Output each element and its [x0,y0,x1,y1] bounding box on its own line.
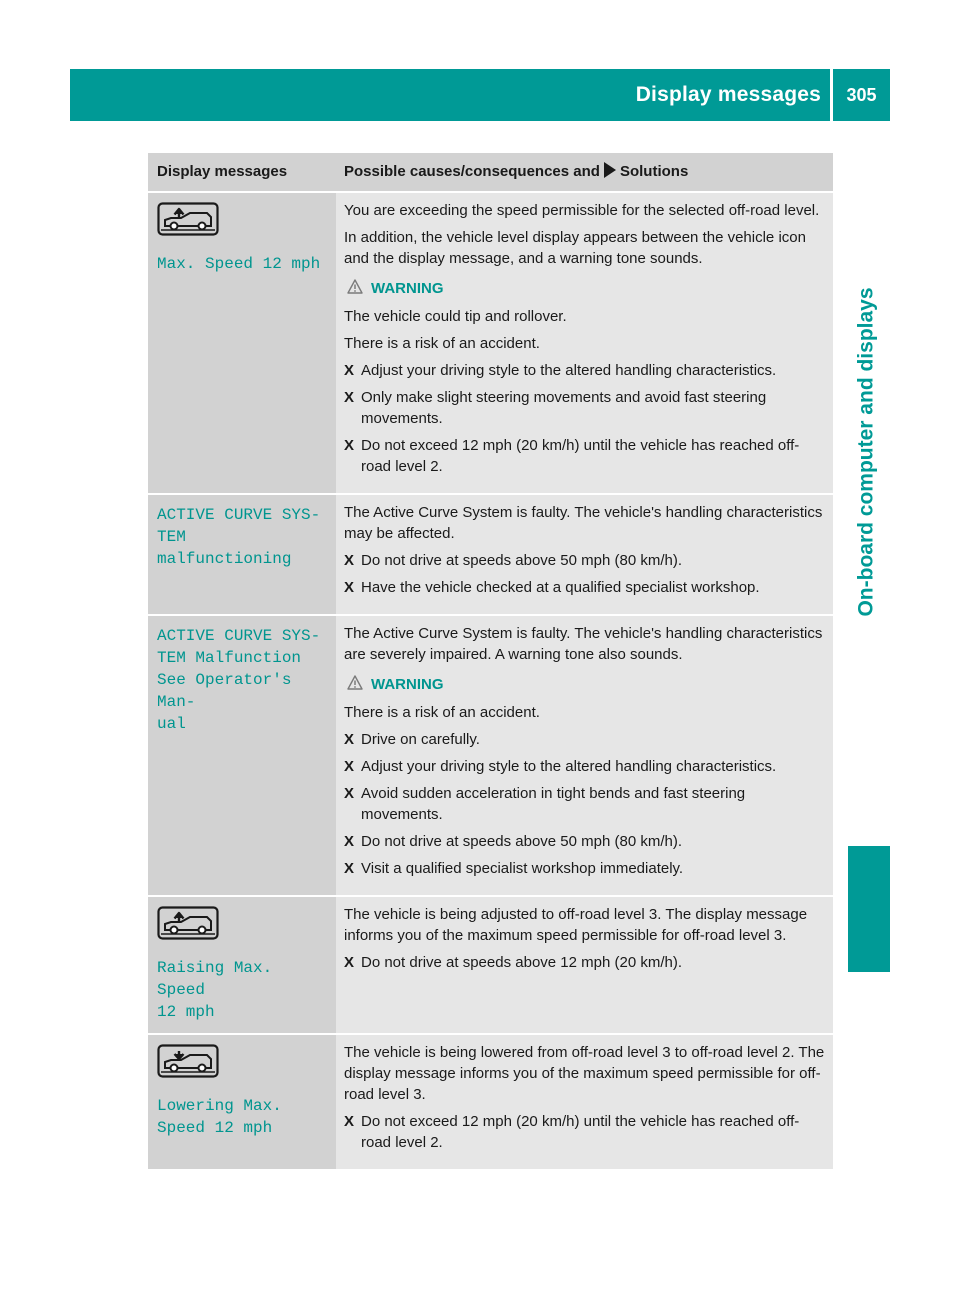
header-causes-text: Possible causes/consequences and [344,163,600,180]
step-text: Adjust your driving style to the altered handling characteristics. [361,362,777,379]
warning-text: The vehicle could tip and rollover. [344,308,567,325]
message-cell [148,193,336,493]
display-messages-table [148,153,833,1171]
step-arrow-icon: X [344,579,355,596]
table-row [148,193,833,495]
play-arrow-icon [604,162,616,178]
cause-text: The vehicle is being lowered from off-road level 3 to off-road level 2. The display message informs you of the maximum speed permissible for off-road level 3. [344,1044,825,1103]
cause-text: In addition, the vehicle level display appears between the vehicle icon and the display message, and a warning tone sounds. [344,229,806,267]
solution-step [344,550,827,571]
warning-heading [347,279,827,298]
step-arrow-icon: X [344,860,355,877]
step-arrow-icon: X [344,785,355,802]
message-cell [148,1035,336,1169]
solution-step [344,577,827,598]
step-arrow-icon: X [344,1113,355,1130]
header-bar [70,69,890,121]
display-message-text: Raising Max. Speed 12 mph [157,959,273,1021]
solution-step [344,729,827,750]
table-row [148,1035,833,1171]
step-arrow-icon: X [344,833,355,850]
solution-step [344,435,827,477]
solution-step [344,756,827,777]
warning-heading [347,675,827,694]
message-cell [148,495,336,614]
causes-cell [336,495,833,614]
table-header [148,153,833,193]
table-row [148,495,833,616]
cause-text: The Active Curve System is faulty. The vehicle's handling characteristics are severely impaired. A warning tone also sounds. [344,625,823,663]
step-arrow-icon: X [344,758,355,775]
warning-label: WARNING [371,280,444,297]
step-text: Only make slight steering movements and avoid fast steering movements. [361,389,767,427]
display-message-text: Lowering Max. Speed 12 mph [157,1097,282,1137]
chapter-side-title-text: On-board computer and displays [855,287,878,617]
causes-cell [336,193,833,493]
step-arrow-icon: X [344,389,355,406]
solution-step [344,1111,827,1153]
warning-text: There is a risk of an accident. [344,335,540,352]
header-solutions-text: Solutions [619,163,689,180]
step-text: Adjust your driving style to the altered handling characteristics. [361,758,777,775]
causes-cell [336,897,833,1033]
step-text: Have the vehicle checked at a qualified specialist workshop. [361,579,760,596]
car-up-arrow-icon [157,906,328,945]
page-title: Display messages [635,83,821,106]
display-message-text: ACTIVE CURVE SYS‑ TEM Malfunction See Operator's Man‑ ual [157,627,321,733]
message-cell [148,897,336,1033]
step-text: Do not drive at speeds above 50 mph (80 km/h). [361,833,683,850]
step-text: Do not exceed 12 mph (20 km/h) until the vehicle has reached off-road level 2. [361,437,800,475]
cause-text: The vehicle is being adjusted to off-road level 3. The display message informs you of the maximum speed permissible for off-road level 3. [344,906,808,944]
step-text: Visit a qualified specialist workshop immediately. [361,860,684,877]
cause-text: You are exceeding the speed permissible for the selected off-road level. [344,202,820,219]
cause-text: The Active Curve System is faulty. The vehicle's handling characteristics may be affected. [344,504,823,542]
step-text: Drive on carefully. [361,731,480,748]
solution-step [344,952,827,973]
step-arrow-icon: X [344,731,355,748]
warning-triangle-icon [347,675,371,694]
step-text: Avoid sudden acceleration in tight bends and fast steering movements. [361,785,746,823]
solution-step [344,387,827,429]
display-message-text: Max. Speed 12 mph [157,255,321,273]
step-arrow-icon: X [344,954,355,971]
car-up-arrow-icon [157,202,328,241]
table-row [148,616,833,897]
step-arrow-icon: X [344,552,355,569]
warning-label: WARNING [371,676,444,693]
solution-step [344,360,827,381]
warning-text: There is a risk of an accident. [344,704,540,721]
step-arrow-icon: X [344,437,355,454]
header-causes-solutions [336,153,833,191]
chapter-marker-block [848,846,890,972]
causes-cell [336,616,833,895]
causes-cell [336,1035,833,1169]
warning-triangle-icon [347,279,371,298]
car-down-arrow-icon [157,1044,328,1083]
table-body [148,193,833,1171]
solution-step [344,858,827,879]
step-text: Do not exceed 12 mph (20 km/h) until the vehicle has reached off-road level 2. [361,1113,800,1151]
display-message-text: ACTIVE CURVE SYS‑ TEM malfunctioning [157,506,321,568]
solution-step [344,783,827,825]
step-text: Do not drive at speeds above 50 mph (80 km/h). [361,552,683,569]
solution-step [344,831,827,852]
chapter-side-title [845,168,889,736]
step-arrow-icon: X [344,362,355,379]
table-row [148,897,833,1035]
page-number: 305 [846,85,877,105]
header-display-messages: Display messages [157,163,288,180]
message-cell [148,616,336,895]
step-text: Do not drive at speeds above 12 mph (20 km/h). [361,954,683,971]
